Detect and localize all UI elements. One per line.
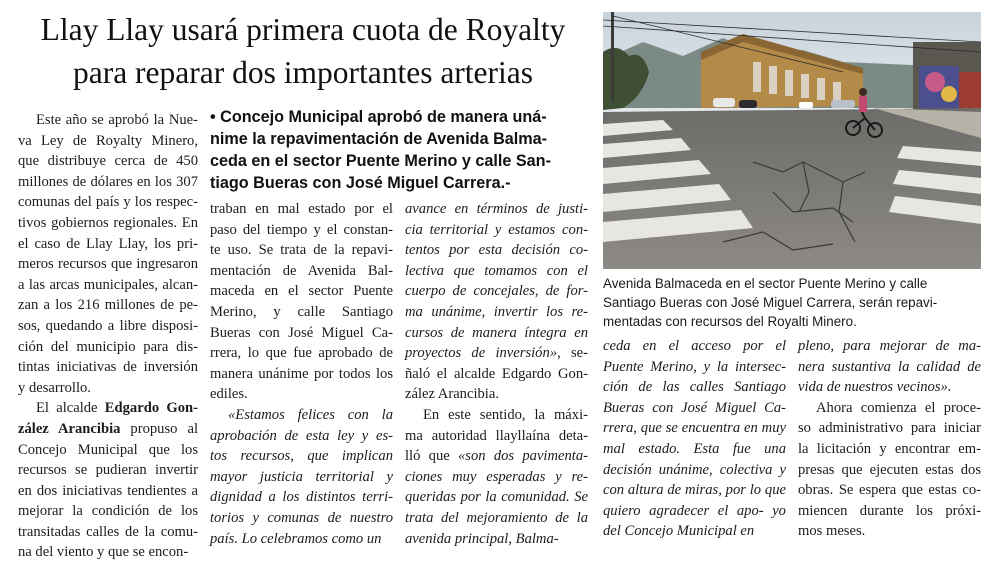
text-line: presas que ejecuten estas dos — [798, 461, 981, 478]
text-line: tintas iniciativas de inversión — [18, 359, 198, 376]
text-line: tivos gobiernos regionales. En — [18, 214, 198, 231]
lead-line: nime la repavimentación de Avenida Balma- — [210, 130, 548, 148]
text-line: pleno, para mejorar de ma- — [798, 338, 981, 354]
text-line: zález Arancibia. — [405, 386, 499, 403]
text-line: cia territorial y estamos con- — [405, 221, 588, 238]
mayor-name: zález Arancibia — [18, 420, 121, 437]
article-lead — [210, 106, 588, 194]
text-line: ma autoridad llayllaína deta- — [405, 427, 588, 444]
text-line: tos recursos, que implican — [210, 448, 393, 465]
body-column-2 — [210, 199, 393, 549]
lead-line: tiago Bueras con José Miguel Carrera.- — [210, 174, 511, 192]
text-line: vida de nuestros vecinos». — [798, 379, 952, 396]
text-line: en dos iniciativas tendientes — [18, 482, 187, 499]
body-column-4 — [603, 336, 786, 542]
text-line: va Ley de Royalty Minero, — [18, 132, 198, 149]
street-intersection-photo — [603, 12, 981, 269]
caption-line: mentadas con recursos del Royalti Minero. — [603, 314, 857, 329]
text-line: cursos de manera íntegra en — [405, 324, 588, 341]
text-line: ma unánime, invertir los re- — [405, 303, 588, 320]
text-line: la licitación y encontrar em- — [798, 440, 981, 457]
text-line: país. Lo celebramos como un — [210, 530, 382, 547]
text-line: sos, quedando a libre disposi- — [18, 317, 198, 334]
text-line: Bueras con José Miguel Ca- — [603, 399, 786, 416]
text-line: na del viento y que se encon- — [18, 544, 189, 561]
paragraph — [405, 405, 588, 549]
text-line: Puente Merino, y la intersec- — [603, 358, 786, 375]
text-line: rrera, que se encuentra en — [603, 420, 758, 437]
text-line: cuerpo de concejales, de for- — [405, 283, 588, 300]
text-line: te uso. Se trata de la repavi- — [210, 242, 393, 259]
caption-line: Santiago Bueras con José Miguel Carrera, serán repavi- — [603, 295, 938, 310]
text-line: y con altura de miras, por lo — [603, 461, 786, 499]
body-column-5 — [798, 336, 981, 542]
paragraph — [405, 199, 588, 405]
text-fragment: El alcalde — [36, 400, 105, 417]
text-line: a mejorar la condición de los — [18, 482, 198, 520]
text-line: mos meses. — [798, 523, 866, 540]
body-column-3 — [405, 199, 588, 549]
text-line: maceda en el sector Puente — [210, 283, 393, 300]
lead-line: ceda en el sector Puente Merino y calle San- — [210, 152, 551, 170]
text-line: avance en términos de justi- — [405, 201, 588, 217]
text-line: zan a los 216 millones de pe- — [18, 297, 198, 314]
text-line: que quiero agradecer el apo- — [603, 482, 786, 519]
text-line: queridas por la comunidad. — [405, 489, 570, 506]
text-line: ñaló el alcalde Edgardo Gon- — [405, 365, 588, 382]
text-line: millones de dólares en los 307 — [18, 173, 198, 190]
text-line: Ahora comienza el proce- — [816, 399, 981, 416]
paragraph — [798, 398, 981, 542]
text-line: Se trata del mejoramiento de — [405, 489, 588, 526]
text-line: ción de las calles Santiago — [603, 379, 786, 396]
text-line: En este sentido, la máxi- — [423, 406, 588, 423]
text-line: paso del tiempo y el constan- — [210, 221, 393, 238]
text-line: traban en mal estado por el — [210, 201, 393, 217]
text-fragment: , se- — [557, 345, 588, 362]
article-photo — [603, 12, 981, 269]
text-line: ciones muy esperadas y re- — [405, 468, 588, 485]
text-line: tentos por esta decisión co- — [405, 242, 588, 259]
lead-line: • Concejo Municipal aprobó de manera uná- — [210, 108, 547, 126]
text-line: Merino, y calle Santiago — [210, 303, 393, 320]
headline-line-2: para reparar dos importantes arterias — [72, 55, 534, 90]
text-line: mayor justicia territorial y — [210, 468, 393, 485]
article-headline — [18, 8, 588, 94]
text-line: Este año se aprobó la Nue- — [36, 112, 198, 128]
text-line: «Estamos felices con la — [228, 406, 393, 423]
text-line: muy mal estado. Esta fue una — [603, 420, 786, 457]
text-line: a las arcas municipales, alcan- — [18, 276, 198, 293]
caption-line: Avenida Balmaceda en el sector Puente Merino y calle — [603, 276, 928, 291]
text-line: mentación de Avenida Bal- — [210, 262, 393, 279]
text-line: nera sustantiva la calidad de — [798, 358, 981, 375]
text-line: dignidad a los distintos terri- — [210, 489, 393, 506]
text-line: so administrativo para iniciar — [798, 420, 981, 437]
text-line: manera unánime por todos — [210, 365, 371, 382]
paragraph — [18, 110, 198, 398]
text-fragment: «son dos pavimenta- — [458, 448, 589, 465]
text-line: rrera, lo que fue aprobado de — [210, 345, 393, 362]
paragraph — [18, 398, 198, 563]
headline-line-1: Llay Llay usará primera cuota de Royalty — [40, 12, 566, 47]
text-line: aprobación de esta ley y es- — [210, 427, 393, 444]
text-line: ción del municipio para dis- — [18, 338, 198, 355]
quote-paragraph — [798, 336, 981, 398]
paragraph — [210, 199, 393, 405]
text-line: recursos se pudieran invertir — [18, 462, 198, 479]
text-line: la avenida principal, Balma- — [405, 509, 588, 547]
text-line: miencen durante los próxi- — [798, 502, 981, 519]
text-line: el caso de Llay Llay, los pri- — [18, 235, 198, 252]
text-line: decisión unánime, colectiva — [603, 461, 773, 478]
quote-paragraph — [603, 336, 786, 542]
text-line: Concejo Municipal que los — [18, 441, 198, 458]
body-column-1 — [18, 110, 198, 563]
text-line: ceda en el acceso por el — [603, 338, 786, 354]
text-line: proyectos de inversión» — [405, 345, 558, 362]
text-line: transitadas calles de la comu- — [18, 523, 198, 540]
photo-caption — [603, 274, 983, 331]
mayor-name: Edgardo Gon- — [104, 400, 198, 417]
text-line: y desarrollo. — [18, 379, 91, 396]
text-line: meros recursos que ingresaron — [18, 256, 198, 273]
text-line: comunas del país y los respec- — [18, 194, 198, 211]
text-line: lectiva que tomamos con el — [405, 262, 588, 279]
text-line: que distribuye cerca de 450 — [18, 153, 198, 170]
text-fragment: propuso al — [120, 420, 198, 437]
text-line: torios y comunas de nuestro — [210, 509, 393, 526]
text-line: obras. Se espera que estas co- — [798, 482, 981, 499]
text-line: Bueras con José Miguel Ca- — [210, 324, 393, 341]
quote-paragraph — [210, 405, 393, 549]
text-line: los ediles. — [210, 365, 393, 403]
text-line: yo del Concejo Municipal en — [603, 502, 786, 540]
text-line: lló que — [405, 448, 458, 465]
